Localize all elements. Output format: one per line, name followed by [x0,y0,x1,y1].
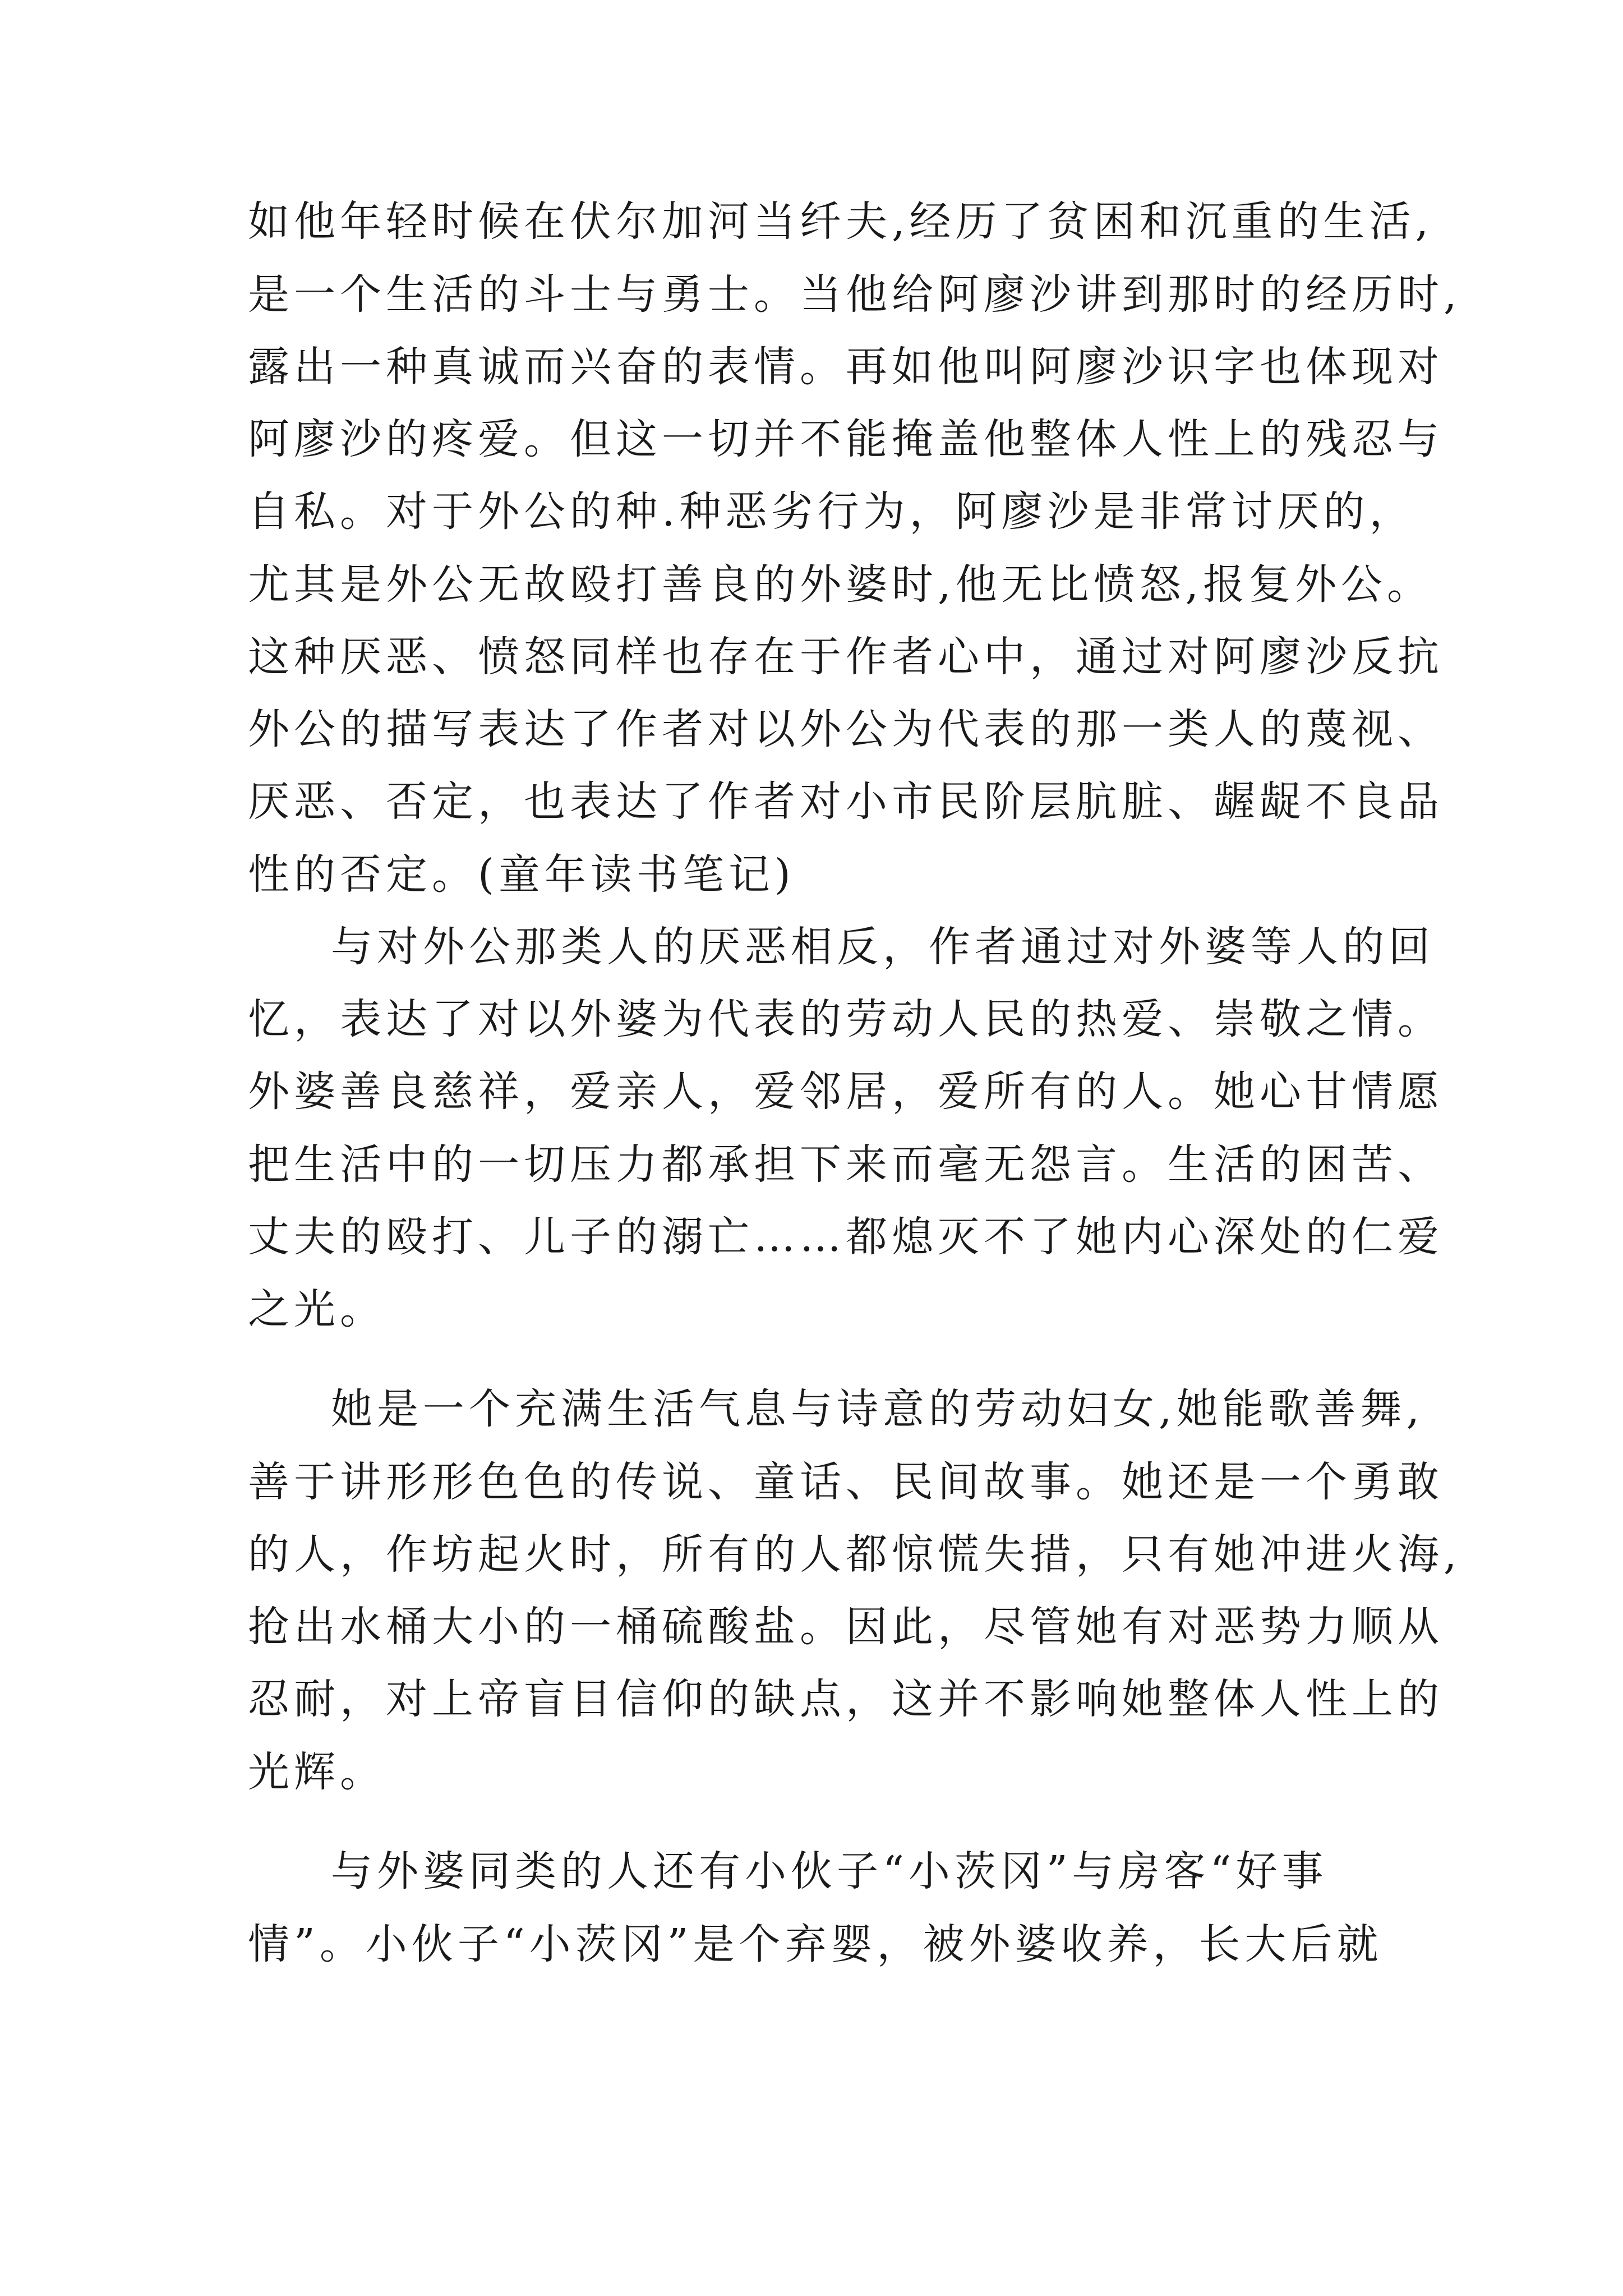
text-line: 如他年轻时候在伏尔加河当纤夫,经历了贫困和沉重的生活, [248,197,1433,246]
text-line: 外婆善良慈祥，爱亲人，爱邻居，爱所有的人。她心甘情愿 [248,1068,1444,1116]
text-line: 光辉。 [248,1748,386,1796]
text-line: 是一个生活的斗士与勇士。当他给阿廖沙讲到那时的经历时, [248,270,1461,319]
text-line: 自私。对于外公的种.种恶劣行为，阿廖沙是非常讨厌的， [248,487,1415,536]
text-line: 把生活中的一切压力都承担下来而毫无怨言。生活的困苦、 [248,1140,1444,1189]
text-line: 这种厌恶、愤怒同样也存在于作者心中，通过对阿廖沙反抗 [248,633,1444,681]
text-line: 厌恶、否定，也表达了作者对小市民阶层肮脏、龌龊不良品 [248,777,1444,826]
paragraph-first-line: 与外婆同类的人还有小伙子“小茨冈”与房客“好事 [331,1847,1328,1895]
text-line: 忆，表达了对以外婆为代表的劳动人民的热爱、崇敬之情。 [248,995,1444,1043]
text-line: 外公的描写表达了作者对以外公为代表的那一类人的蔑视、 [248,705,1444,753]
paragraph-first-line: 她是一个充满生活气息与诗意的劳动妇女,她能歌善舞, [331,1385,1424,1433]
text-line: 性的否定。(童年读书笔记) [248,850,795,899]
text-line: 忍耐，对上帝盲目信仰的缺点，这并不影响她整体人性上的 [248,1675,1444,1723]
text-line: 丈夫的殴打、儿子的溺亡……都熄灭不了她内心深处的仁爱 [248,1213,1444,1261]
text-line: 情”。小伙子“小茨冈”是个弃婴，被外婆收养，长大后就 [248,1920,1383,1968]
text-line: 善于讲形形色色的传说、童话、民间故事。她还是一个勇敢 [248,1458,1444,1506]
text-line: 阿廖沙的疼爱。但这一切并不能掩盖他整体人性上的残忍与 [248,415,1444,463]
text-line: 抢出水桶大小的一桶硫酸盐。因此，尽管她有对恶势力顺从 [248,1603,1444,1651]
paragraph-first-line: 与对外公那类人的厌恶相反，作者通过对外婆等人的回 [331,923,1435,971]
text-line: 露出一种真诚而兴奋的表情。再如他叫阿廖沙识字也体现对 [248,343,1444,391]
text-line: 的人，作坊起火时，所有的人都惊慌失措，只有她冲进火海, [248,1530,1461,1579]
text-line: 尤其是外公无故殴打善良的外婆时,他无比愤怒,报复外公。 [248,560,1433,609]
text-line: 之光。 [248,1285,386,1333]
